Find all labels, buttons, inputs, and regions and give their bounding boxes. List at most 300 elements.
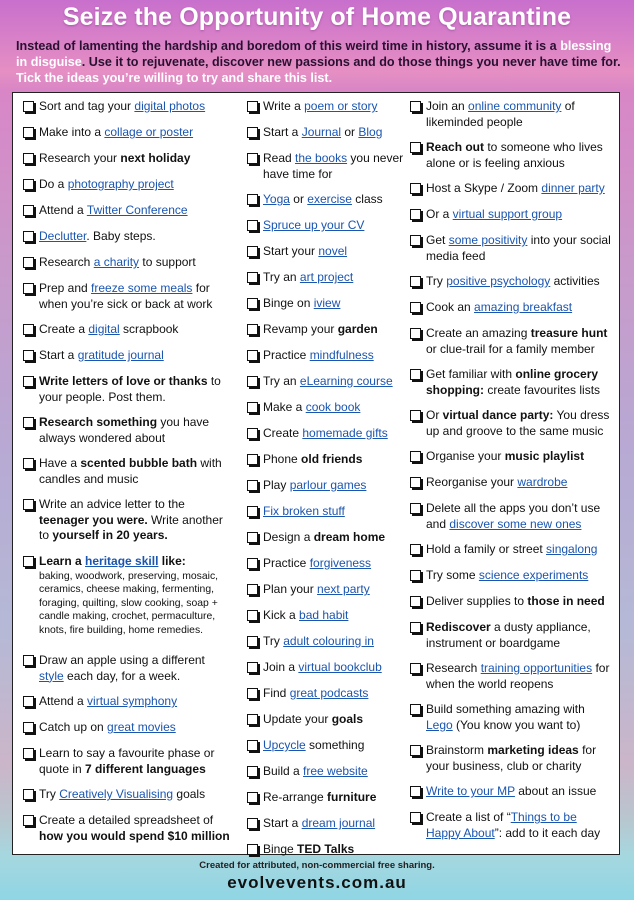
item-link[interactable]: Lego bbox=[426, 717, 453, 732]
checklist-item[interactable] bbox=[23, 99, 231, 115]
checklist-item[interactable] bbox=[247, 218, 405, 234]
checkbox[interactable] bbox=[247, 792, 258, 803]
checklist-item[interactable] bbox=[23, 151, 231, 167]
checklist-item[interactable] bbox=[410, 501, 613, 532]
checklist-item-text bbox=[263, 582, 405, 598]
checkbox[interactable] bbox=[247, 153, 258, 164]
checklist-item[interactable] bbox=[410, 140, 613, 171]
checklist-item[interactable] bbox=[247, 478, 405, 494]
checklist-item-text bbox=[39, 813, 231, 844]
checklist-item-text bbox=[39, 255, 231, 271]
checklist-item[interactable] bbox=[23, 497, 231, 544]
checklist-item-text bbox=[426, 810, 613, 841]
checklist-item-text bbox=[263, 426, 405, 442]
checkbox[interactable] bbox=[23, 696, 34, 707]
item-link[interactable]: discover some new ones bbox=[449, 516, 582, 531]
item-text: Draw an apple using a different bbox=[39, 653, 205, 667]
checklist-item[interactable] bbox=[247, 192, 405, 208]
checkbox[interactable] bbox=[410, 596, 421, 607]
checkbox[interactable] bbox=[410, 812, 421, 823]
checkbox[interactable] bbox=[247, 584, 258, 595]
checkbox[interactable] bbox=[23, 748, 34, 759]
item-text: Try bbox=[426, 274, 447, 288]
item-link[interactable]: gratitude journal bbox=[77, 348, 164, 362]
checklist-item[interactable] bbox=[410, 408, 613, 439]
item-text: Deliver supplies to bbox=[426, 594, 528, 608]
item-text: Build something amazing with bbox=[426, 702, 585, 716]
item-text: for your business, club or charity bbox=[426, 743, 597, 773]
checkbox[interactable] bbox=[410, 302, 421, 313]
checkbox[interactable] bbox=[247, 688, 258, 699]
checkbox[interactable] bbox=[410, 235, 421, 246]
checklist-item[interactable] bbox=[23, 746, 231, 777]
checklist-item[interactable] bbox=[247, 322, 405, 338]
checkbox[interactable] bbox=[247, 220, 258, 231]
checkbox[interactable] bbox=[247, 532, 258, 543]
checkbox[interactable] bbox=[410, 142, 421, 153]
checklist-item[interactable] bbox=[410, 475, 613, 491]
item-link[interactable]: the books bbox=[295, 151, 348, 165]
checklist-item[interactable] bbox=[247, 270, 405, 286]
item-link[interactable]: Spruce up your CV bbox=[263, 218, 365, 232]
checklist-item[interactable] bbox=[247, 660, 405, 676]
checkbox[interactable] bbox=[23, 179, 34, 190]
item-link[interactable]: Fix broken stuff bbox=[263, 504, 345, 518]
checkbox[interactable] bbox=[247, 298, 258, 309]
checklist-item-text bbox=[263, 660, 405, 676]
checkbox[interactable] bbox=[410, 276, 421, 287]
checklist-item-text bbox=[39, 720, 231, 736]
checkbox[interactable] bbox=[23, 153, 34, 164]
item-link[interactable]: great movies bbox=[107, 720, 176, 734]
checklist-item[interactable] bbox=[23, 322, 231, 338]
item-link[interactable]: Journal bbox=[301, 125, 342, 139]
item-link[interactable]: Declutter bbox=[39, 229, 87, 243]
item-text: Kick a bbox=[263, 608, 300, 622]
checkbox[interactable] bbox=[23, 789, 34, 800]
item-text: Practice bbox=[263, 348, 310, 362]
item-text: 7 different languages bbox=[85, 761, 206, 776]
checkbox[interactable] bbox=[410, 451, 421, 462]
item-text: Start a bbox=[263, 816, 302, 830]
checklist-item[interactable] bbox=[247, 816, 405, 832]
checkbox[interactable] bbox=[247, 714, 258, 725]
checklist-item-text bbox=[263, 478, 405, 494]
item-text: Attend a bbox=[39, 694, 88, 708]
checkbox[interactable] bbox=[23, 556, 34, 567]
item-link[interactable]: Creatively Visualising bbox=[59, 787, 174, 801]
item-text: TED Talks bbox=[297, 842, 355, 856]
item-text: for when the world reopens bbox=[426, 661, 610, 691]
item-link[interactable]: photography project bbox=[67, 177, 174, 191]
item-text: marketing ideas bbox=[487, 743, 579, 757]
item-text: Try bbox=[39, 787, 60, 801]
checklist-item[interactable] bbox=[247, 99, 405, 115]
item-link[interactable]: digital bbox=[88, 322, 120, 336]
item-link[interactable]: online community bbox=[468, 99, 562, 113]
checklist-item-text bbox=[39, 746, 231, 777]
item-text: dream home bbox=[313, 530, 386, 544]
checkbox[interactable] bbox=[410, 369, 421, 380]
item-text: Try an bbox=[263, 270, 300, 284]
checkbox[interactable] bbox=[410, 544, 421, 555]
item-link[interactable]: training opportunities bbox=[480, 661, 593, 675]
checklist-item[interactable] bbox=[247, 842, 405, 858]
item-link[interactable]: mindfulness bbox=[309, 348, 374, 362]
checklist-item[interactable] bbox=[247, 296, 405, 312]
checklist-item[interactable] bbox=[247, 556, 405, 572]
item-text: or clue-trail for a family member bbox=[426, 341, 595, 356]
item-text: Find bbox=[263, 686, 290, 700]
item-link[interactable]: novel bbox=[318, 244, 348, 258]
item-link[interactable]: dinner party bbox=[541, 181, 605, 195]
checklist-item[interactable] bbox=[23, 787, 231, 803]
item-text: Have a bbox=[39, 456, 81, 470]
checklist-item-text bbox=[39, 322, 231, 338]
checklist-item[interactable] bbox=[247, 504, 405, 520]
checkbox[interactable] bbox=[23, 458, 34, 469]
checkbox[interactable] bbox=[23, 283, 34, 294]
checkbox[interactable] bbox=[410, 663, 421, 674]
checkbox[interactable] bbox=[410, 570, 421, 581]
checkbox[interactable] bbox=[410, 328, 421, 339]
checklist-item-text bbox=[426, 140, 613, 171]
item-link[interactable]: amazing breakfast bbox=[474, 300, 573, 314]
checkbox[interactable] bbox=[23, 205, 34, 216]
item-link[interactable]: positive psychology bbox=[446, 274, 551, 288]
item-text: ”: add to it each day bbox=[494, 825, 601, 840]
checkbox[interactable] bbox=[23, 127, 34, 138]
item-link[interactable]: Twitter Conference bbox=[86, 203, 188, 217]
checkbox[interactable] bbox=[247, 480, 258, 491]
checkbox[interactable] bbox=[410, 183, 421, 194]
item-text: Create a detailed spreadsheet of bbox=[39, 813, 214, 827]
checkbox[interactable] bbox=[247, 506, 258, 517]
item-link[interactable]: virtual symphony bbox=[87, 694, 178, 708]
checklist-item[interactable] bbox=[23, 720, 231, 736]
checklist-item-text bbox=[426, 300, 613, 316]
checklist-item[interactable] bbox=[410, 661, 613, 692]
checklist-item[interactable] bbox=[410, 233, 613, 264]
item-text: Prep and bbox=[39, 281, 92, 295]
checkbox[interactable] bbox=[247, 740, 258, 751]
checklist-item[interactable] bbox=[410, 300, 613, 316]
checklist-item-text bbox=[39, 229, 231, 245]
checkbox[interactable] bbox=[247, 428, 258, 439]
item-text: Get bbox=[426, 233, 449, 247]
checklist-item[interactable] bbox=[23, 813, 231, 844]
checklist-item[interactable] bbox=[410, 594, 613, 610]
item-text: scrapbook bbox=[119, 322, 179, 336]
item-text: Make into a bbox=[39, 125, 105, 139]
checkbox[interactable] bbox=[23, 257, 34, 268]
item-text: each day, for a week. bbox=[63, 668, 181, 683]
item-text: Catch up on bbox=[39, 720, 108, 734]
item-link[interactable]: cook book bbox=[305, 400, 361, 414]
item-text: Brainstorm bbox=[426, 743, 488, 757]
item-link[interactable]: Things to be Happy About bbox=[426, 810, 577, 840]
checklist-item-text bbox=[263, 738, 405, 754]
checklist-item[interactable] bbox=[410, 274, 613, 290]
checklist-item[interactable] bbox=[23, 415, 231, 446]
checkbox[interactable] bbox=[247, 376, 258, 387]
checkbox[interactable] bbox=[247, 272, 258, 283]
item-text: Start a bbox=[39, 348, 78, 362]
item-text: goals bbox=[173, 787, 206, 801]
item-text: Re-arrange bbox=[263, 790, 328, 804]
checklist-item-text bbox=[426, 233, 613, 264]
checklist-item[interactable] bbox=[410, 542, 613, 558]
item-text: Delete all the apps you don’t use and bbox=[426, 501, 601, 531]
checklist-item-text bbox=[263, 816, 405, 832]
checkbox[interactable] bbox=[410, 410, 421, 421]
checklist-item[interactable] bbox=[247, 790, 405, 806]
checkbox[interactable] bbox=[410, 622, 421, 633]
item-text: for when you’re sick or back at work bbox=[39, 281, 213, 311]
checklist-item[interactable] bbox=[247, 426, 405, 442]
checkbox[interactable] bbox=[247, 844, 258, 855]
item-link[interactable]: collage or poster bbox=[104, 125, 194, 139]
checkbox[interactable] bbox=[23, 722, 34, 733]
checklist-item-text bbox=[426, 542, 613, 558]
item-link[interactable]: poem or story bbox=[304, 99, 378, 113]
checklist-item[interactable] bbox=[23, 203, 231, 219]
item-link[interactable]: some positivity bbox=[448, 233, 528, 247]
checklist-item-text bbox=[426, 181, 613, 197]
checkbox[interactable] bbox=[410, 745, 421, 756]
checklist-item[interactable] bbox=[410, 326, 613, 357]
item-link[interactable]: bad habit bbox=[299, 608, 349, 622]
item-text: Phone bbox=[263, 452, 302, 466]
item-link[interactable]: iview bbox=[313, 296, 341, 310]
checklist-item-text bbox=[39, 694, 231, 710]
item-link[interactable]: forgiveness bbox=[309, 556, 372, 570]
checklist-item[interactable] bbox=[410, 99, 613, 130]
checklist-item[interactable] bbox=[23, 348, 231, 364]
checklist-item[interactable] bbox=[410, 568, 613, 584]
checkbox[interactable] bbox=[247, 558, 258, 569]
checklist-item[interactable] bbox=[23, 694, 231, 710]
item-link[interactable]: virtual bookclub bbox=[298, 660, 382, 674]
checklist-item[interactable] bbox=[247, 712, 405, 728]
checkbox[interactable] bbox=[23, 324, 34, 335]
checklist-item-text bbox=[263, 296, 405, 312]
item-link[interactable]: Write to your MP bbox=[426, 784, 515, 798]
checklist-item-text bbox=[263, 530, 405, 546]
checklist-item[interactable] bbox=[247, 608, 405, 624]
checkbox[interactable] bbox=[247, 818, 258, 829]
checklist-item-text bbox=[426, 784, 613, 800]
checklist-item[interactable] bbox=[23, 554, 231, 637]
item-text: Research bbox=[39, 255, 94, 269]
item-text: Read bbox=[263, 151, 296, 165]
checklist-item[interactable] bbox=[410, 181, 613, 197]
item-link[interactable]: exercise bbox=[307, 192, 352, 206]
checklist-item[interactable] bbox=[23, 229, 231, 245]
item-link[interactable]: parlour games bbox=[289, 478, 367, 492]
checklist-item[interactable] bbox=[247, 244, 405, 260]
checklist-item[interactable] bbox=[23, 374, 231, 405]
item-text: old friends bbox=[301, 452, 363, 466]
checkbox[interactable] bbox=[410, 101, 421, 112]
checklist-item[interactable] bbox=[247, 400, 405, 416]
item-link[interactable]: wardrobe bbox=[517, 475, 568, 489]
checklist-item[interactable] bbox=[410, 743, 613, 774]
intro-highlight-2: Tick the ideas you’re willing to try and share this list. bbox=[16, 71, 333, 85]
item-link[interactable]: eLearning course bbox=[299, 374, 393, 388]
checklist-item[interactable] bbox=[247, 452, 405, 468]
item-link[interactable]: science experiments bbox=[478, 568, 589, 582]
item-text: Try some bbox=[426, 568, 479, 582]
item-text: Make a bbox=[263, 400, 306, 414]
checklist-item[interactable] bbox=[410, 810, 613, 841]
item-text: Create an amazing bbox=[426, 326, 531, 340]
checkbox[interactable] bbox=[23, 350, 34, 361]
item-text: . Baby steps. bbox=[86, 229, 156, 243]
item-link[interactable]: Yoga bbox=[263, 192, 290, 206]
item-text: or bbox=[341, 125, 359, 139]
checklist-item[interactable] bbox=[23, 653, 231, 684]
item-text: into your social media feed bbox=[426, 233, 611, 263]
checklist-item[interactable] bbox=[23, 125, 231, 141]
item-text: Write letters of love or thanks bbox=[39, 374, 208, 388]
item-link[interactable]: style bbox=[39, 668, 64, 683]
checkbox[interactable] bbox=[247, 194, 258, 205]
checklist-item[interactable] bbox=[410, 620, 613, 651]
item-link[interactable]: free website bbox=[303, 764, 368, 778]
item-link[interactable]: singalong bbox=[546, 542, 598, 556]
checklist-panel bbox=[12, 92, 620, 855]
item-text: Attend a bbox=[39, 203, 87, 217]
checklist-item[interactable] bbox=[410, 784, 613, 800]
checkbox[interactable] bbox=[247, 324, 258, 335]
item-text: garden bbox=[337, 322, 378, 336]
checkbox[interactable] bbox=[247, 662, 258, 673]
item-link[interactable]: Upcycle bbox=[263, 738, 306, 752]
checklist-item-text bbox=[263, 99, 405, 115]
checklist-item-text bbox=[263, 764, 405, 780]
item-text: you have always wondered about bbox=[39, 415, 210, 445]
item-text: Organise your bbox=[426, 449, 505, 463]
checkbox[interactable] bbox=[247, 350, 258, 361]
checklist-item[interactable] bbox=[247, 348, 405, 364]
checklist-item[interactable] bbox=[410, 449, 613, 465]
intro-text bbox=[16, 38, 622, 86]
item-link[interactable]: heritage skill bbox=[85, 554, 159, 568]
checkbox[interactable] bbox=[247, 402, 258, 413]
checkbox[interactable] bbox=[23, 417, 34, 428]
checklist-item[interactable] bbox=[247, 374, 405, 390]
checklist-item[interactable] bbox=[247, 582, 405, 598]
checkbox[interactable] bbox=[23, 815, 34, 826]
item-link[interactable]: virtual support group bbox=[452, 207, 563, 221]
checklist-item[interactable] bbox=[410, 367, 613, 398]
checklist-item-text bbox=[426, 274, 613, 290]
checklist-item[interactable] bbox=[247, 151, 405, 182]
item-text: treasure hunt bbox=[530, 326, 608, 340]
item-text: Research your bbox=[39, 151, 121, 165]
checklist-item[interactable] bbox=[410, 702, 613, 733]
checkbox[interactable] bbox=[247, 454, 258, 465]
item-text: create favourites lists bbox=[483, 382, 601, 397]
item-link[interactable]: digital photos bbox=[134, 99, 206, 113]
checklist-item-text bbox=[426, 743, 613, 774]
checklist-item[interactable] bbox=[247, 125, 405, 141]
checklist-item[interactable] bbox=[247, 530, 405, 546]
checklist-item-text bbox=[39, 374, 231, 405]
checklist-item[interactable] bbox=[23, 281, 231, 312]
checklist-item-text bbox=[39, 151, 231, 167]
checklist-item-text bbox=[39, 497, 231, 544]
checklist-item[interactable] bbox=[247, 686, 405, 702]
checklist-item-text bbox=[39, 177, 231, 193]
item-link[interactable]: freeze some meals bbox=[91, 281, 193, 295]
item-text: Revamp your bbox=[263, 322, 338, 336]
checklist-item-text bbox=[426, 326, 613, 357]
checkbox[interactable] bbox=[23, 101, 34, 112]
checkbox[interactable] bbox=[23, 231, 34, 242]
checklist-item[interactable] bbox=[410, 207, 613, 223]
checklist-item-text bbox=[39, 415, 231, 446]
checklist-item-text bbox=[39, 281, 231, 312]
item-text: yourself in 20 years. bbox=[52, 528, 168, 542]
item-text: Get familiar with bbox=[426, 367, 516, 381]
checkbox[interactable] bbox=[410, 477, 421, 488]
checkbox[interactable] bbox=[247, 101, 258, 112]
item-link[interactable]: great podcasts bbox=[289, 686, 369, 700]
checklist-item-text bbox=[426, 475, 613, 491]
checklist-item-text bbox=[263, 608, 405, 624]
item-link[interactable]: dream journal bbox=[301, 816, 376, 830]
item-link[interactable]: homemade gifts bbox=[302, 426, 388, 440]
checklist-item[interactable] bbox=[247, 634, 405, 650]
checklist-item-text bbox=[263, 348, 405, 364]
checklist-item-text bbox=[263, 218, 405, 234]
checkbox[interactable] bbox=[247, 127, 258, 138]
checklist-item[interactable] bbox=[23, 255, 231, 271]
checkbox[interactable] bbox=[247, 246, 258, 257]
checkbox[interactable] bbox=[410, 786, 421, 797]
checkbox[interactable] bbox=[23, 655, 34, 666]
checkbox[interactable] bbox=[247, 610, 258, 621]
item-link[interactable]: a charity bbox=[93, 255, 140, 269]
checklist-item[interactable] bbox=[247, 738, 405, 754]
item-text: teenager you were. bbox=[39, 512, 148, 527]
item-text: Research something bbox=[39, 415, 158, 429]
checkbox[interactable] bbox=[247, 636, 258, 647]
checkbox[interactable] bbox=[410, 704, 421, 715]
checkbox[interactable] bbox=[23, 499, 34, 510]
checkbox[interactable] bbox=[247, 766, 258, 777]
item-link[interactable]: Blog bbox=[358, 125, 383, 139]
item-text: Hold a family or street bbox=[426, 542, 547, 556]
item-text: Update your bbox=[263, 712, 332, 726]
checkbox[interactable] bbox=[410, 503, 421, 514]
checklist-item-text bbox=[39, 653, 231, 684]
checklist-item-text bbox=[39, 203, 231, 219]
checklist-item[interactable] bbox=[23, 177, 231, 193]
item-link[interactable]: next party bbox=[317, 582, 370, 596]
checklist-item[interactable] bbox=[23, 456, 231, 487]
checkbox[interactable] bbox=[410, 209, 421, 220]
item-link[interactable]: adult colouring in bbox=[283, 634, 374, 648]
checklist-item-text bbox=[263, 842, 405, 858]
checklist-item[interactable] bbox=[247, 764, 405, 780]
checkbox[interactable] bbox=[23, 376, 34, 387]
item-text: next holiday bbox=[120, 151, 191, 165]
checklist-item-text bbox=[263, 712, 405, 728]
item-link[interactable]: art project bbox=[299, 270, 354, 284]
